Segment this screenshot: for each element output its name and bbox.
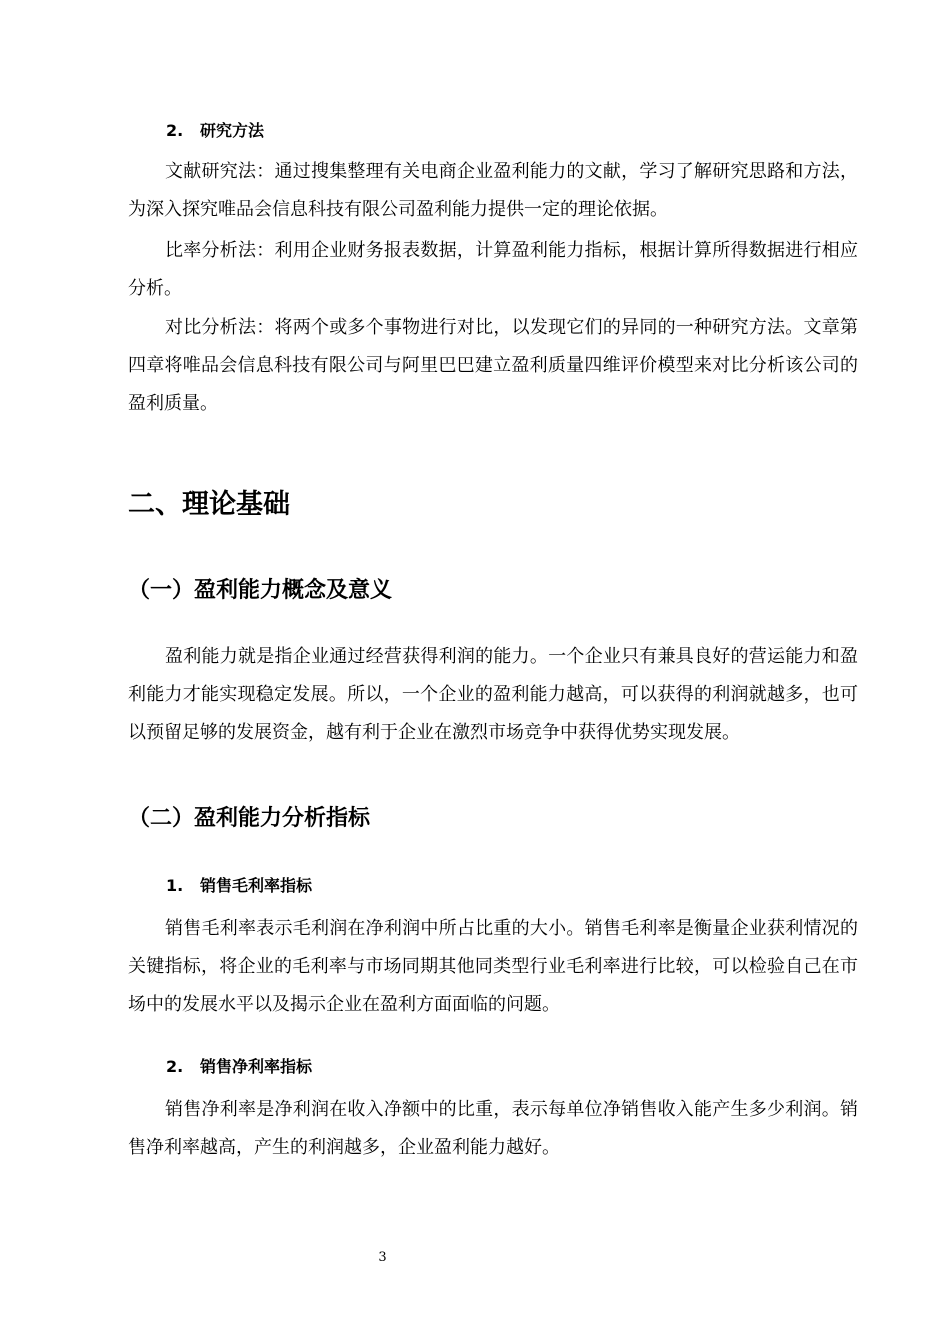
section-indicators-title: （二）盈利能力分析指标 (128, 806, 371, 831)
page-number: 3 (378, 1250, 387, 1265)
research-methods-heading (166, 118, 264, 141)
literature-method-paragraph: 文献研究法：通过搜集整理有关电商企业盈利能力的文献，学习了解研究思路和方法，为深入探究唯品会信息科技有限公司盈利能力提供一定的理论依据。 (128, 161, 858, 220)
net-margin-heading (166, 1054, 312, 1077)
heading-number: 2. (166, 121, 184, 140)
heading-number: 2. (166, 1057, 184, 1076)
heading-text: 销售净利率指标 (200, 1057, 313, 1076)
gross-margin-paragraph: 销售毛利率表示毛利润在净利润中所占比重的大小。销售毛利率是衡量企业获利情况的关键指标，将企业的毛利率与市场同期其他同类型行业毛利率进行比较，可以检验自己在市场中的发展水平以及揭示企业在盈利方面面临的问题。 (128, 918, 858, 1015)
section-concept-title: （一）盈利能力概念及意义 (128, 578, 393, 603)
gross-margin-heading (166, 873, 312, 896)
concept-paragraph: 盈利能力就是指企业通过经营获得利润的能力。一个企业只有兼具良好的营运能力和盈利能力才能实现稳定发展。所以，一个企业的盈利能力越高，可以获得的利润就越多，也可以预留足够的发展资金，越有利于企业在激烈市场竞争中获得优势实现发展。 (128, 646, 858, 743)
heading-text: 销售毛利率指标 (200, 876, 313, 895)
comparison-method-paragraph: 对比分析法：将两个或多个事物进行对比，以发现它们的异同的一种研究方法。文章第四章将唯品会信息科技有限公司与阿里巴巴建立盈利质量四维评价模型来对比分析该公司的盈利质量。 (128, 317, 858, 414)
heading-number: 1. (166, 876, 184, 895)
ratio-method-paragraph: 比率分析法：利用企业财务报表数据，计算盈利能力指标，根据计算所得数据进行相应分析。 (128, 240, 858, 299)
chapter-title: 二、理论基础 (128, 489, 290, 520)
net-margin-paragraph: 销售净利率是净利润在收入净额中的比重，表示每单位净销售收入能产生多少利润。销售净利率越高，产生的利润越多，企业盈利能力越好。 (128, 1099, 858, 1158)
heading-text: 研究方法 (200, 121, 265, 140)
